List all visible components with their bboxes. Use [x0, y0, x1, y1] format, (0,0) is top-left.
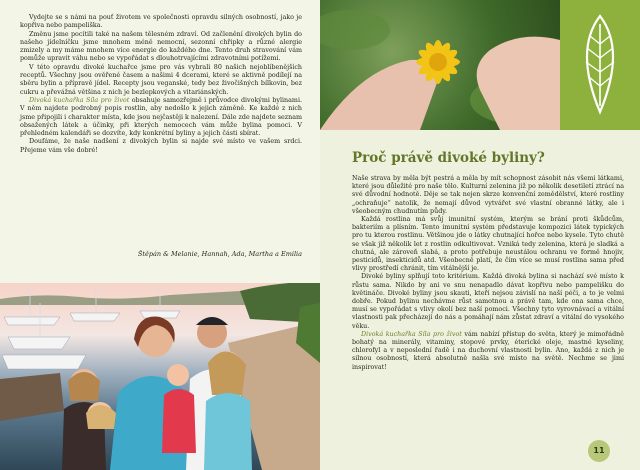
immunity-paragraph: Každá rostlina má svůj imunitní systém, kterým se brání proti škůdcům, bakteriím a plísním. Tento imunitní systém představuje kompozici látek typických pro tu kterou rostlinu. Většinou jde o látky chutnající hořce nebo kysele. Tyto chutě se však již několik let z rostlin odkultivovat. Vzniká tedy zelenina, která je sladká a chutná, ale zároveň slabá, a proto potřebuje neustálou ochranu ve formě hnojiv, pesticidů, insekticidů atd. Všeobecně platí, že čím více se musí rostlina sama před vlivy prostředí chránit, tím vitálnější je. [352, 216, 624, 273]
family-photo [0, 283, 320, 470]
dandelion-illustration [320, 0, 560, 130]
intro-paragraph: Vydejte se s námi na pouť životem ve společnosti opravdu silných osobností, jako je kopřiva nebo pampeliška. [20, 14, 302, 30]
family-photo-illustration [0, 283, 320, 470]
left-page-text [20, 14, 302, 155]
leaf-panel [560, 0, 640, 130]
right-page [320, 0, 640, 470]
health-paragraph: Změnu jsme pocítili také na našem tělesném zdraví. Od začlenění divokých bylin do našeho jídelníčku jsme mnohem méně nemocní, sezonní chřipky a různé alergie zmizely a my máme mnohem více energie do každého dne. Tento druh stravování vám pomůže upravit váhu nebo se vypořádat s dlouhotrvajícími zdravotními potížemi. [20, 30, 302, 63]
guide-paragraph [20, 97, 302, 138]
leaf-icon [560, 0, 640, 130]
recipes-paragraph: V této opravdu divoké kuchařce jsme pro vás vybrali 80 našich nejoblíbenějších receptů. Všechny jsou ověřené časem a našimi 4 dcerami, které se aktivně podílejí na sběru bylin a přípravě jídel. Recepty jsou veganské, tedy bez živočišných bílkovin, bez cukru a převážná většina z nich je bezlepkových a vitariánských. [20, 63, 302, 96]
book-title: Divoká kuchařka Síla pro život [361, 330, 462, 338]
wild-herbs-paragraph: Divoké byliny splňují toto kritérium. Každá divoká bylina si nachází své místo k růstu sama. Nikdo by ani ve snu nenapadlo dávat kopřivu nebo pampelišku do květináče. Divoké byliny jsou skauti, kteří nejsou závislí na naší péči, a to je velmi dobře. Pokud bylinu nechávme růst samotnou a právě tam, kde ona sama chce, musí se vypořádat s vlivy okolí bez naší pomoci. Všechny tyto vyrovnávací a vitální vlastnosti pak přecházejí do nás a pomáhají nám zůstat zdraví a vitální do vysokého věku. [352, 273, 624, 330]
closing-paragraph: Doufáme, že naše nadšení z divokých bylin si najde své místo ve vašem srdci. Přejeme vám vše dobré! [20, 138, 302, 154]
guide-paragraph-rest: obsahuje samozřejmě i průvodce divokými bylinami. V něm najdete podrobný popis rostlin, aby nedošlo k jejich záměně. Ke každé z nich jsme připojili i charakter místa, kde jsou nejčastěji k nalezení. Dále zde najdete seznam obsažených látek a účinky, při kterých nemocech vám může bylina pomoci. V přehledném kalendáři se dozvíte, kdy konkrétní byliny a jejich části sbírat. [20, 96, 302, 138]
page-number: 11 [588, 440, 610, 462]
book-paragraph [352, 331, 624, 372]
dandelion-photo [320, 0, 560, 130]
signature: Štěpán & Melanie, Hannah, Ada, Martha a Emilia [137, 250, 302, 258]
diet-paragraph: Naše strava by měla být pestrá a měla by mít schopnost zásobit nás všemi látkami, které jsou důležité pro naše tělo. Kulturní zelenina již po několik desetiletí ztrácí na své důvodní hodnotě. Děje se tak nejen skrze konvenční zemědělství, které rostliny „ochraňuje“ natolik, že nemají důvod vytvářet své vlastní obranné látky, ale i všeobecným chudnutím půdy. [352, 175, 624, 215]
section-heading: Proč právě divoké byliny? [352, 150, 545, 166]
right-page-text [352, 175, 624, 372]
book-paragraph-rest: vám nabízí přístup do světa, který je mimořádně bohatý na minerály, vitaminy, stopové prvky, éterické oleje, mastné kyseliny, chlorofyl a v neposlední řadě i na duchovní vlastnosti bylin. Ano, každá z nich je silnou osobností, která absolutně našla své místo na světě. Nechme se jimi inspirovat! [352, 330, 624, 371]
book-title: Divoká kuchařka Síla pro život [29, 96, 130, 104]
